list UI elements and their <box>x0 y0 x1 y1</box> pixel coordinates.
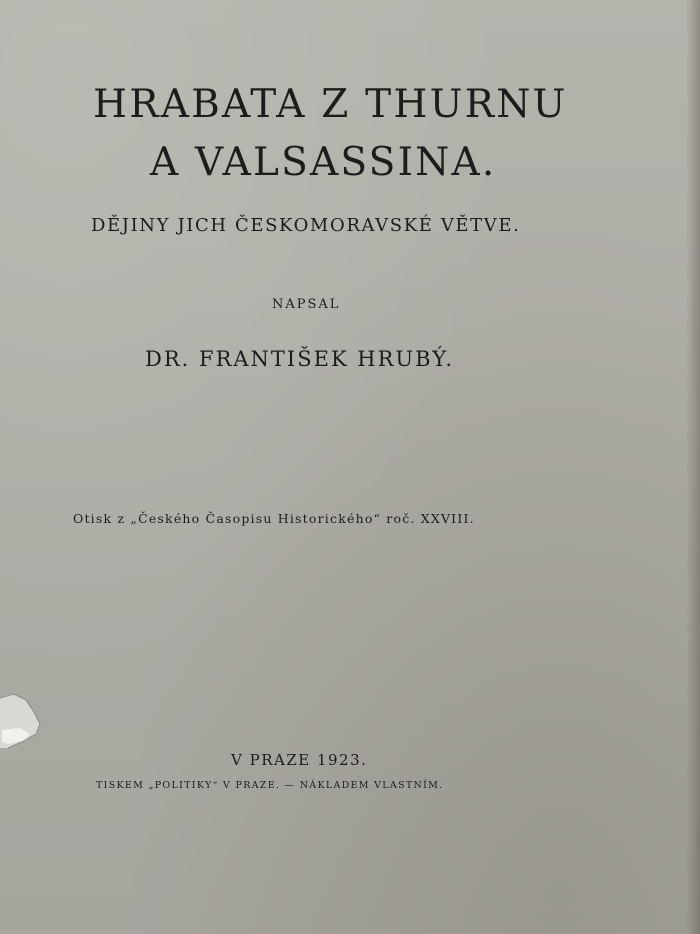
imprint-place-year: V PRAZE 1923. <box>231 751 368 769</box>
book-title-line-1: HRABATA Z THURNU <box>93 82 568 127</box>
book-title-line-2: A VALSASSINA. <box>150 140 497 185</box>
author-name: DR. FRANTIŠEK HRUBÝ. <box>145 347 455 371</box>
page-edge-shadow <box>686 0 700 934</box>
byline-label: NAPSAL <box>272 297 341 312</box>
reprint-note: Otisk z „Českého Časopisu Historického“ roč. XXVIII. <box>73 511 475 526</box>
book-subtitle: DĚJINY JICH ČESKOMORAVSKÉ VĚTVE. <box>91 215 521 236</box>
torn-paper-corner <box>0 690 52 750</box>
imprint-printer: TISKEM „POLITIKY“ V PRAZE. — NÁKLADEM VLASTNÍM. <box>96 780 444 791</box>
